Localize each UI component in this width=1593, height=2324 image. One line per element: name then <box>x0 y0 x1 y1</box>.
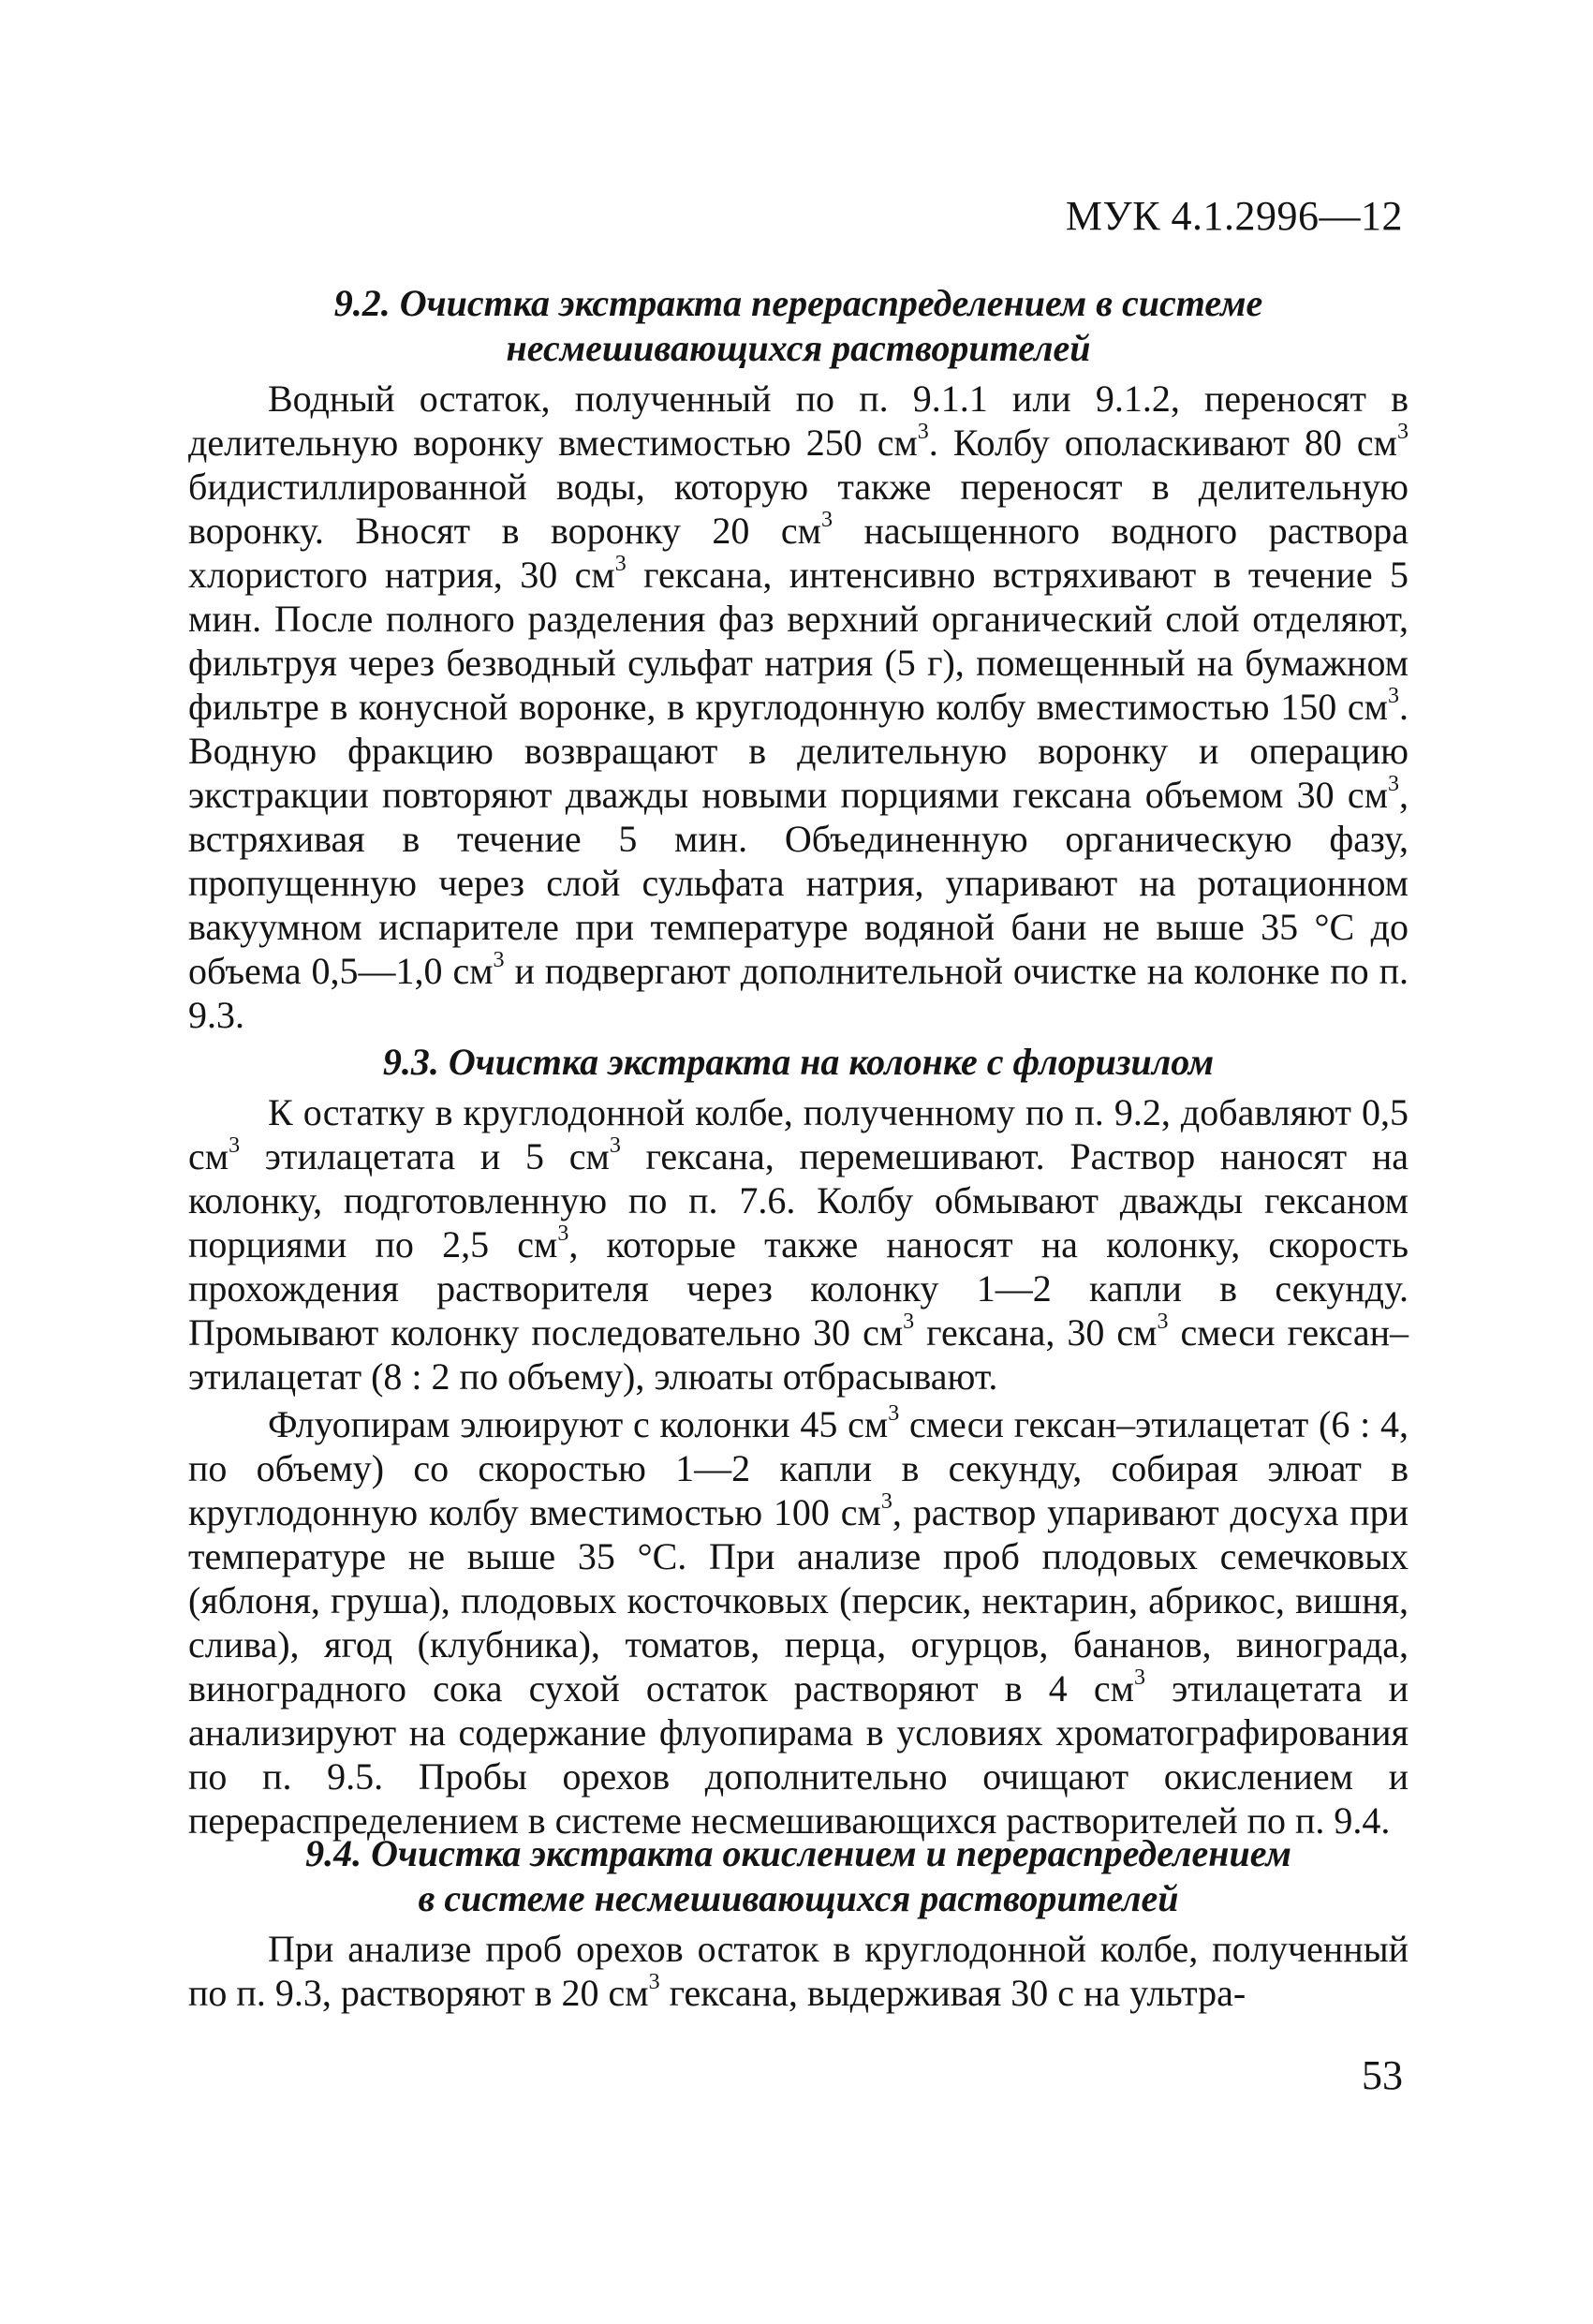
superscript: 3 <box>614 551 627 576</box>
heading-line: в системе несмешивающихся растворителей <box>418 1877 1179 1919</box>
superscript: 3 <box>880 1488 892 1514</box>
superscript: 3 <box>557 1221 569 1246</box>
text-run: , которые также наносят на колонку, скорость прохождения растворителя через колонку 1—2 капли в секунду. Промывают колонку последовательно 30 см <box>188 1223 1409 1354</box>
page-number: 53 <box>1362 2052 1403 2098</box>
text-run: При анализе проб орехов остаток в круглодонной колбе, полученный по п. 9.3, растворяют в 20 см <box>188 1928 1409 2014</box>
document-code: МУК 4.1.2996—12 <box>1065 193 1403 239</box>
section-9-2 <box>188 281 1409 1037</box>
superscript: 3 <box>1157 1309 1169 1334</box>
superscript: 3 <box>493 947 505 972</box>
text-run: насыщенного водного раствора хлористого натрия, 30 см <box>188 510 1409 596</box>
paragraph <box>188 1927 1409 2015</box>
superscript: 3 <box>648 1969 660 1994</box>
superscript: 3 <box>1388 683 1399 708</box>
paragraph <box>188 1090 1409 1399</box>
text-run: и подвергают дополнительной очистке на колонке по п. 9.3. <box>188 950 1409 1036</box>
text-run: Водный остаток, полученный по п. 9.1.1 или 9.1.2, переносят в делительную воронку вместимостью 250 см <box>188 377 1409 464</box>
paragraph <box>188 1402 1409 1843</box>
text-run: гексана, выдерживая 30 с на ультра- <box>659 1972 1246 2014</box>
section-9-3 <box>188 1040 1409 1843</box>
superscript: 3 <box>1134 1665 1145 1690</box>
text-run: этилацетата и 5 см <box>240 1135 610 1177</box>
superscript: 3 <box>888 1400 900 1426</box>
text-run: , встряхивая в течение 5 мин. Объединенную органическую фазу, пропущенную через слой сульфата натрия, упаривают на ротационном вакуумном испарителе при температуре водяной бани не выше 35 °С до объема 0,5—1,0 см <box>188 774 1409 992</box>
superscript: 3 <box>1388 771 1399 796</box>
text-run: смеси гексан–этилацетат (8 : 2 по объему), элюаты отбрасывают. <box>188 1311 1409 1398</box>
text-run: бидистиллированной воды, которую также переносят в делительную воронку. Вносят в воронку 20 см <box>188 466 1409 552</box>
superscript: 3 <box>229 1132 241 1158</box>
heading-line: несмешивающихся растворителей <box>506 327 1091 369</box>
section-heading <box>188 281 1409 371</box>
heading-line: 9.4. Очистка экстракта окислением и перераспределением <box>305 1832 1291 1874</box>
text-run: гексана, перемешивают. Раствор наносят на колонку, подготовленную по п. 7.6. Колбу обмывают дважды гексаном порциями по 2,5 см <box>188 1135 1409 1266</box>
section-9-4 <box>188 1831 1409 2015</box>
superscript: 3 <box>917 419 929 444</box>
text-run: . Водную фракцию возвращают в делительную воронку и операцию экстракции повторяют дважды новыми порциями гексана объемом 30 см <box>188 686 1409 816</box>
paragraph <box>188 377 1409 1037</box>
text-run: , раствор упаривают досуха при температуре не выше 35 °С. При анализе проб плодовых семечковых (яблоня, груша), плодовых косточковых (персик, нектарин, абрикос, вишня, слива), ягод (клубника), томатов, перца, огурцов, бананов, винограда, виноградного сока сухой остаток растворяют в 4 см <box>188 1491 1409 1710</box>
superscript: 3 <box>609 1132 621 1158</box>
text-run: смеси гексан–этилацетат (6 : 4, по объему) со скоростью 1—2 капли в секунду, собирая элюат в круглодонную колбу вместимостью 100 см <box>188 1403 1409 1533</box>
text-run: . Колбу ополаскивают 80 см <box>928 422 1397 464</box>
superscript: 3 <box>1397 419 1409 444</box>
heading-line: 9.3. Очистка экстракта на колонке с флоризилом <box>382 1041 1215 1083</box>
text-run: К остатку в круглодонной колбе, полученному по п. 9.2, добавляют 0,5 см <box>188 1091 1409 1177</box>
superscript: 3 <box>820 507 833 532</box>
text-run: Флуопирам элюируют с колонки 45 см <box>268 1403 889 1445</box>
text-run: гексана, интенсивно встряхивают в течение 5 мин. После полного разделения фаз верхний органический слой отделяют, фильтруя через безводный сульфат натрия (5 г), помещенный на бумажном фильтре в конусной воронке, в круглодонную колбу вместимостью 150 см <box>188 554 1409 728</box>
superscript: 3 <box>903 1309 915 1334</box>
text-run: этилацетата и анализируют на содержание флуопирама в условиях хроматографирования по п. 9.5. Пробы орехов дополнительно очищают окислением и перераспределением в системе несмешивающихся растворителей по п. 9.4. <box>188 1667 1409 1842</box>
text-run: гексана, 30 см <box>914 1311 1158 1354</box>
heading-line: 9.2. Очистка экстракта перераспределением в системе <box>333 282 1263 324</box>
section-heading <box>188 1831 1409 1921</box>
section-heading <box>188 1040 1409 1085</box>
